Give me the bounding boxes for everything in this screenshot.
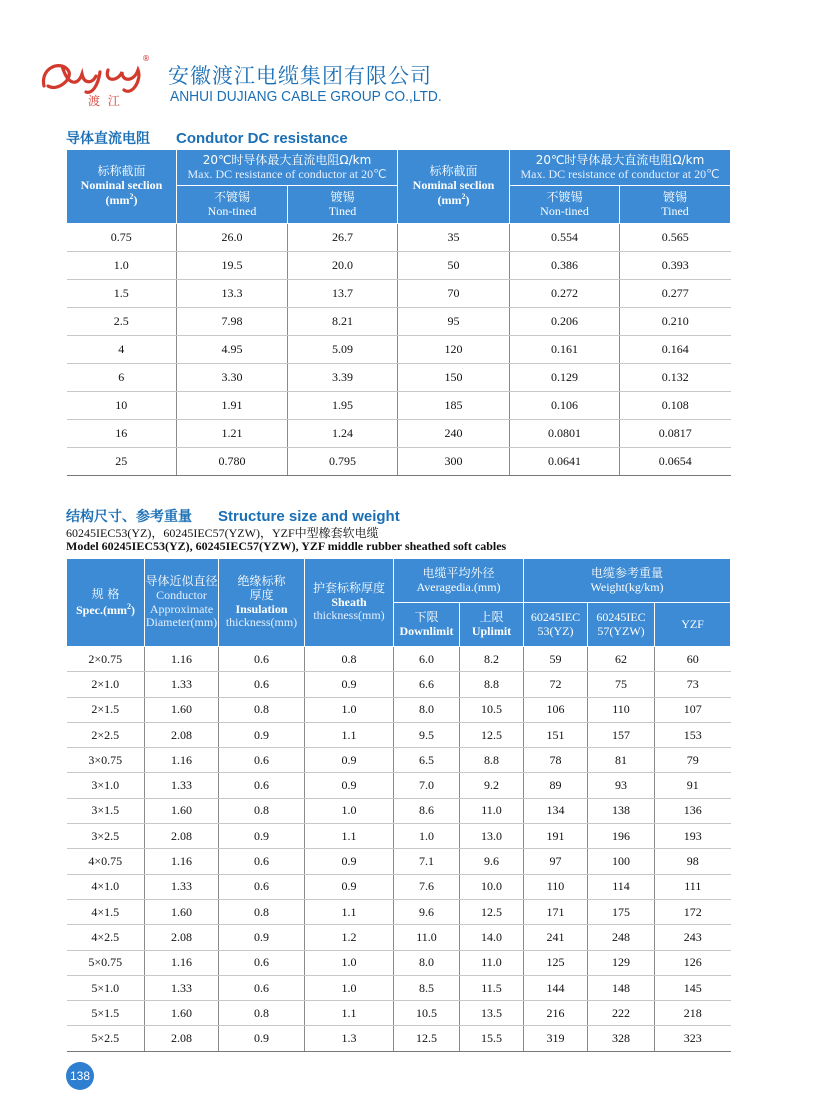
table-cell: 98 bbox=[655, 849, 731, 874]
table-cell: 3×2.5 bbox=[67, 824, 145, 849]
table-cell: 6.0 bbox=[394, 647, 460, 672]
table-cell: 59 bbox=[524, 647, 588, 672]
table-cell: 1.16 bbox=[145, 647, 219, 672]
table-cell: 11.5 bbox=[460, 975, 524, 1000]
table-row bbox=[67, 748, 731, 773]
table-cell: 95 bbox=[398, 308, 510, 336]
table-cell: 145 bbox=[655, 975, 731, 1000]
table-cell: 319 bbox=[524, 1026, 588, 1051]
table-cell: 134 bbox=[524, 798, 588, 823]
table-cell: 5×0.75 bbox=[67, 950, 145, 975]
table-cell: 78 bbox=[524, 748, 588, 773]
header-nontined: 不镀锡 Non-tined bbox=[177, 186, 288, 224]
header-tined: 镀锡 Tined bbox=[288, 186, 398, 224]
header-uplimit: 上限 Uplimit bbox=[460, 603, 524, 647]
table-cell: 0.164 bbox=[620, 336, 731, 364]
table-cell: 2.08 bbox=[145, 722, 219, 747]
table-cell: 216 bbox=[524, 1001, 588, 1026]
table-cell: 2×1.5 bbox=[67, 697, 145, 722]
table-cell: 10 bbox=[67, 392, 177, 420]
table-cell: 60 bbox=[655, 647, 731, 672]
table-cell: 0.75 bbox=[67, 224, 177, 252]
table-cell: 2.5 bbox=[67, 308, 177, 336]
table-cell: 5×2.5 bbox=[67, 1026, 145, 1051]
table-cell: 4.95 bbox=[177, 336, 288, 364]
table-cell: 2.08 bbox=[145, 925, 219, 950]
table-cell: 125 bbox=[524, 950, 588, 975]
table-cell: 148 bbox=[588, 975, 655, 1000]
table-cell: 1.33 bbox=[145, 672, 219, 697]
table-cell: 12.5 bbox=[394, 1026, 460, 1051]
table-cell: 81 bbox=[588, 748, 655, 773]
table-row bbox=[67, 392, 731, 420]
table-cell: 120 bbox=[398, 336, 510, 364]
table-cell: 1.0 bbox=[305, 798, 394, 823]
table-row bbox=[67, 697, 731, 722]
table-cell: 1.60 bbox=[145, 798, 219, 823]
table-cell: 0.210 bbox=[620, 308, 731, 336]
table-cell: 4×1.0 bbox=[67, 874, 145, 899]
table-cell: 111 bbox=[655, 874, 731, 899]
table-cell: 1.0 bbox=[67, 252, 177, 280]
table-cell: 0.554 bbox=[510, 224, 620, 252]
table-cell: 8.21 bbox=[288, 308, 398, 336]
table-cell: 4×1.5 bbox=[67, 899, 145, 924]
table-cell: 1.16 bbox=[145, 849, 219, 874]
table-cell: 1.16 bbox=[145, 748, 219, 773]
table-cell: 0.8 bbox=[219, 798, 305, 823]
table-cell: 248 bbox=[588, 925, 655, 950]
table-cell: 1.60 bbox=[145, 1001, 219, 1026]
table-cell: 0.6 bbox=[219, 950, 305, 975]
table-cell: 14.0 bbox=[460, 925, 524, 950]
header-weight: 电缆参考重量 Weight(kg/km) bbox=[524, 559, 731, 603]
table-cell: 13.5 bbox=[460, 1001, 524, 1026]
header-max-resistance: 20℃时导体最大直流电阻Ω/km Max. DC resistance of conductor at 20℃ bbox=[177, 150, 398, 186]
table-cell: 0.565 bbox=[620, 224, 731, 252]
table-cell: 0.6 bbox=[219, 647, 305, 672]
table-cell: 196 bbox=[588, 824, 655, 849]
table-cell: 107 bbox=[655, 697, 731, 722]
table-cell: 191 bbox=[524, 824, 588, 849]
table-cell: 1.2 bbox=[305, 925, 394, 950]
table-row bbox=[67, 448, 731, 476]
table-cell: 218 bbox=[655, 1001, 731, 1026]
table-cell: 0.8 bbox=[219, 1001, 305, 1026]
table-row bbox=[67, 925, 731, 950]
table-cell: 3×1.5 bbox=[67, 798, 145, 823]
table-cell: 0.132 bbox=[620, 364, 731, 392]
table-cell: 0.106 bbox=[510, 392, 620, 420]
table-cell: 1.60 bbox=[145, 899, 219, 924]
table-cell: 151 bbox=[524, 722, 588, 747]
table-cell: 193 bbox=[655, 824, 731, 849]
table-row bbox=[67, 224, 731, 252]
table-cell: 2×0.75 bbox=[67, 647, 145, 672]
table-cell: 1.1 bbox=[305, 722, 394, 747]
table-row bbox=[67, 1001, 731, 1026]
table-cell: 1.1 bbox=[305, 1001, 394, 1026]
table-cell: 0.6 bbox=[219, 748, 305, 773]
header-nominal: 标称截面 Nominal seclion $(mm^2)$ bbox=[67, 150, 177, 224]
header-nominal-2: 标称截面 Nominal seclion $(mm^2)$ bbox=[398, 150, 510, 224]
table-cell: 185 bbox=[398, 392, 510, 420]
table-cell: 0.9 bbox=[305, 773, 394, 798]
table-cell: 12.5 bbox=[460, 899, 524, 924]
table-cell: 89 bbox=[524, 773, 588, 798]
header-weight-yzf: YZF bbox=[655, 603, 731, 647]
table-cell: 175 bbox=[588, 899, 655, 924]
table-cell: 157 bbox=[588, 722, 655, 747]
table-row bbox=[67, 336, 731, 364]
table-cell: 100 bbox=[588, 849, 655, 874]
table-cell: 0.272 bbox=[510, 280, 620, 308]
table-cell: 26.7 bbox=[288, 224, 398, 252]
table-cell: 0.161 bbox=[510, 336, 620, 364]
table-cell: 0.9 bbox=[219, 925, 305, 950]
table-cell: 13.7 bbox=[288, 280, 398, 308]
table-cell: 7.98 bbox=[177, 308, 288, 336]
structure-weight-table bbox=[66, 558, 731, 1052]
table-cell: 9.6 bbox=[460, 849, 524, 874]
table-cell: 1.60 bbox=[145, 697, 219, 722]
table-cell: 1.5 bbox=[67, 280, 177, 308]
table-row bbox=[67, 280, 731, 308]
table-cell: 0.780 bbox=[177, 448, 288, 476]
table-cell: 50 bbox=[398, 252, 510, 280]
section2-subtitle-cn: 60245IEC53(YZ)，60245IEC57(YZW)，YZF中型橡套软电缆 bbox=[66, 526, 379, 540]
section2-title-cn: 结构尺寸、参考重量 bbox=[66, 509, 192, 525]
table-cell: 13.0 bbox=[460, 824, 524, 849]
header-weight-yzw: 60245IEC 57(YZW) bbox=[588, 603, 655, 647]
table-row bbox=[67, 308, 731, 336]
table-cell: 1.1 bbox=[305, 824, 394, 849]
table-cell: 13.3 bbox=[177, 280, 288, 308]
header-nontined-2: 不镀锡 Non-tined bbox=[510, 186, 620, 224]
table-cell: 1.33 bbox=[145, 975, 219, 1000]
table-cell: 15.5 bbox=[460, 1026, 524, 1051]
table-cell: 0.9 bbox=[219, 722, 305, 747]
table-cell: 0.393 bbox=[620, 252, 731, 280]
table-cell: 1.3 bbox=[305, 1026, 394, 1051]
table-cell: 0.6 bbox=[219, 849, 305, 874]
section2-title bbox=[66, 506, 400, 526]
table-cell: 1.33 bbox=[145, 773, 219, 798]
table-cell: 1.0 bbox=[305, 975, 394, 1000]
table-cell: 10.5 bbox=[394, 1001, 460, 1026]
table-cell: 0.8 bbox=[305, 647, 394, 672]
table-cell: 0.8 bbox=[219, 697, 305, 722]
company-logo bbox=[38, 56, 156, 116]
table-cell: 0.9 bbox=[219, 1026, 305, 1051]
table-cell: 6 bbox=[67, 364, 177, 392]
table-cell: 9.5 bbox=[394, 722, 460, 747]
table-row bbox=[67, 975, 731, 1000]
table-row bbox=[67, 252, 731, 280]
table-cell: 0.9 bbox=[305, 748, 394, 773]
dc-resistance-table bbox=[66, 149, 731, 476]
header-conductor-diameter: 导体近似直径 Conductor Approximate Diameter(mm) bbox=[145, 559, 219, 647]
table-cell: 0.9 bbox=[305, 849, 394, 874]
table-cell: 8.6 bbox=[394, 798, 460, 823]
table-cell: 75 bbox=[588, 672, 655, 697]
table-cell: 73 bbox=[655, 672, 731, 697]
table-cell: 8.8 bbox=[460, 672, 524, 697]
header-average-diameter: 电缆平均外径 Averagedia.(mm) bbox=[394, 559, 524, 603]
table-cell: 1.21 bbox=[177, 420, 288, 448]
header-insulation: 绝缘标称 厚度 Insulation thickness(mm) bbox=[219, 559, 305, 647]
table-cell: 2×2.5 bbox=[67, 722, 145, 747]
header-downlimit: 下限 Downlimit bbox=[394, 603, 460, 647]
table-cell: 6.5 bbox=[394, 748, 460, 773]
table-row bbox=[67, 420, 731, 448]
table-cell: 11.0 bbox=[460, 798, 524, 823]
table-cell: 8.5 bbox=[394, 975, 460, 1000]
table-cell: 0.0801 bbox=[510, 420, 620, 448]
table-row bbox=[67, 849, 731, 874]
table-cell: 9.6 bbox=[394, 899, 460, 924]
table-cell: 10.5 bbox=[460, 697, 524, 722]
table-cell: 16 bbox=[67, 420, 177, 448]
table-row bbox=[67, 1026, 731, 1051]
table-cell: 136 bbox=[655, 798, 731, 823]
table-cell: 1.24 bbox=[288, 420, 398, 448]
table-cell: 0.6 bbox=[219, 773, 305, 798]
table-cell: 0.277 bbox=[620, 280, 731, 308]
table-cell: 0.795 bbox=[288, 448, 398, 476]
table-cell: 114 bbox=[588, 874, 655, 899]
table-cell: 1.33 bbox=[145, 874, 219, 899]
table-cell: 1.1 bbox=[305, 899, 394, 924]
table-cell: 62 bbox=[588, 647, 655, 672]
table-cell: 2×1.0 bbox=[67, 672, 145, 697]
table-cell: 8.0 bbox=[394, 950, 460, 975]
section2-subtitle-en: Model 60245IEC53(YZ), 60245IEC57(YZW), YZF middle rubber sheathed soft cables bbox=[66, 539, 507, 553]
table-row bbox=[67, 364, 731, 392]
table-cell: 7.6 bbox=[394, 874, 460, 899]
table-cell: 0.0817 bbox=[620, 420, 731, 448]
table-cell: 4×2.5 bbox=[67, 925, 145, 950]
table-cell: 0.108 bbox=[620, 392, 731, 420]
table-cell: 129 bbox=[588, 950, 655, 975]
table-cell: 72 bbox=[524, 672, 588, 697]
table-cell: 2.08 bbox=[145, 1026, 219, 1051]
table-row bbox=[67, 798, 731, 823]
table-cell: 0.6 bbox=[219, 672, 305, 697]
table-cell: 1.16 bbox=[145, 950, 219, 975]
table-cell: 110 bbox=[524, 874, 588, 899]
table-cell: 7.0 bbox=[394, 773, 460, 798]
header-weight-yz: 60245IEC 53(YZ) bbox=[524, 603, 588, 647]
table-cell: 0.9 bbox=[219, 824, 305, 849]
table-cell: 5×1.5 bbox=[67, 1001, 145, 1026]
table-cell: 171 bbox=[524, 899, 588, 924]
table-cell: 0.9 bbox=[305, 874, 394, 899]
table-cell: 0.0654 bbox=[620, 448, 731, 476]
table-row bbox=[67, 672, 731, 697]
table-cell: 8.8 bbox=[460, 748, 524, 773]
table-cell: 5×1.0 bbox=[67, 975, 145, 1000]
table-cell: 1.95 bbox=[288, 392, 398, 420]
table-cell: 110 bbox=[588, 697, 655, 722]
table-cell: 0.0641 bbox=[510, 448, 620, 476]
table-cell: 70 bbox=[398, 280, 510, 308]
table-cell: 1.0 bbox=[305, 697, 394, 722]
section2-title-en: Structure size and weight bbox=[218, 508, 400, 525]
table-cell: 126 bbox=[655, 950, 731, 975]
table-cell: 0.386 bbox=[510, 252, 620, 280]
header-tined-2: 镀锡 Tined bbox=[620, 186, 731, 224]
table-cell: 3.30 bbox=[177, 364, 288, 392]
table-cell: 26.0 bbox=[177, 224, 288, 252]
table-cell: 8.0 bbox=[394, 697, 460, 722]
table-cell: 144 bbox=[524, 975, 588, 1000]
table-cell: 11.0 bbox=[394, 925, 460, 950]
table-cell: 35 bbox=[398, 224, 510, 252]
table-cell: 241 bbox=[524, 925, 588, 950]
table-cell: 11.0 bbox=[460, 950, 524, 975]
header-spec: 规 格 $Spec.(mm^2)$ bbox=[67, 559, 145, 647]
table-cell: 300 bbox=[398, 448, 510, 476]
table-cell: 3.39 bbox=[288, 364, 398, 392]
table-cell: 25 bbox=[67, 448, 177, 476]
table-cell: 0.9 bbox=[305, 672, 394, 697]
table-cell: 6.6 bbox=[394, 672, 460, 697]
table-cell: 138 bbox=[588, 798, 655, 823]
logo-subtitle: 渡 江 bbox=[88, 94, 122, 108]
table-cell: 172 bbox=[655, 899, 731, 924]
table-cell: 0.8 bbox=[219, 899, 305, 924]
table-row bbox=[67, 824, 731, 849]
table-cell: 0.6 bbox=[219, 874, 305, 899]
registered-mark: ® bbox=[142, 54, 150, 63]
section1-title-en: Condutor DC resistance bbox=[176, 130, 348, 147]
table-cell: 12.5 bbox=[460, 722, 524, 747]
table-cell: 328 bbox=[588, 1026, 655, 1051]
table-cell: 1.0 bbox=[394, 824, 460, 849]
table-cell: 4×0.75 bbox=[67, 849, 145, 874]
table-cell: 9.2 bbox=[460, 773, 524, 798]
table-cell: 8.2 bbox=[460, 647, 524, 672]
section1-title-cn: 导体直流电阻 bbox=[66, 131, 150, 147]
table-cell: 3×0.75 bbox=[67, 748, 145, 773]
table-cell: 7.1 bbox=[394, 849, 460, 874]
table-cell: 0.6 bbox=[219, 975, 305, 1000]
page-number: 138 bbox=[66, 1062, 94, 1090]
table-cell: 153 bbox=[655, 722, 731, 747]
table-cell: 0.129 bbox=[510, 364, 620, 392]
company-name-cn: 安徽渡江电缆集团有限公司 bbox=[168, 64, 432, 88]
table-row bbox=[67, 899, 731, 924]
table-row bbox=[67, 950, 731, 975]
table-cell: 150 bbox=[398, 364, 510, 392]
table-cell: 1.91 bbox=[177, 392, 288, 420]
table-cell: 4 bbox=[67, 336, 177, 364]
table-cell: 91 bbox=[655, 773, 731, 798]
header-max-resistance-2: 20℃时导体最大直流电阻Ω/km Max. DC resistance of conductor at 20℃ bbox=[510, 150, 731, 186]
table-cell: 97 bbox=[524, 849, 588, 874]
table-cell: 243 bbox=[655, 925, 731, 950]
table-cell: 1.0 bbox=[305, 950, 394, 975]
table-cell: 222 bbox=[588, 1001, 655, 1026]
table-cell: 93 bbox=[588, 773, 655, 798]
table-row bbox=[67, 722, 731, 747]
table-cell: 240 bbox=[398, 420, 510, 448]
table-row bbox=[67, 647, 731, 672]
table-cell: 323 bbox=[655, 1026, 731, 1051]
table-row bbox=[67, 874, 731, 899]
table-row bbox=[67, 773, 731, 798]
table-cell: 106 bbox=[524, 697, 588, 722]
table-cell: 2.08 bbox=[145, 824, 219, 849]
company-name-en: ANHUI DUJIANG CABLE GROUP CO.,LTD. bbox=[170, 88, 442, 105]
table-cell: 10.0 bbox=[460, 874, 524, 899]
table-cell: 20.0 bbox=[288, 252, 398, 280]
section1-title bbox=[66, 128, 348, 148]
table-cell: 0.206 bbox=[510, 308, 620, 336]
table-cell: 3×1.0 bbox=[67, 773, 145, 798]
header-sheath: 护套标称厚度 Sheath thickness(mm) bbox=[305, 559, 394, 647]
table-cell: 79 bbox=[655, 748, 731, 773]
table-cell: 19.5 bbox=[177, 252, 288, 280]
table-cell: 5.09 bbox=[288, 336, 398, 364]
